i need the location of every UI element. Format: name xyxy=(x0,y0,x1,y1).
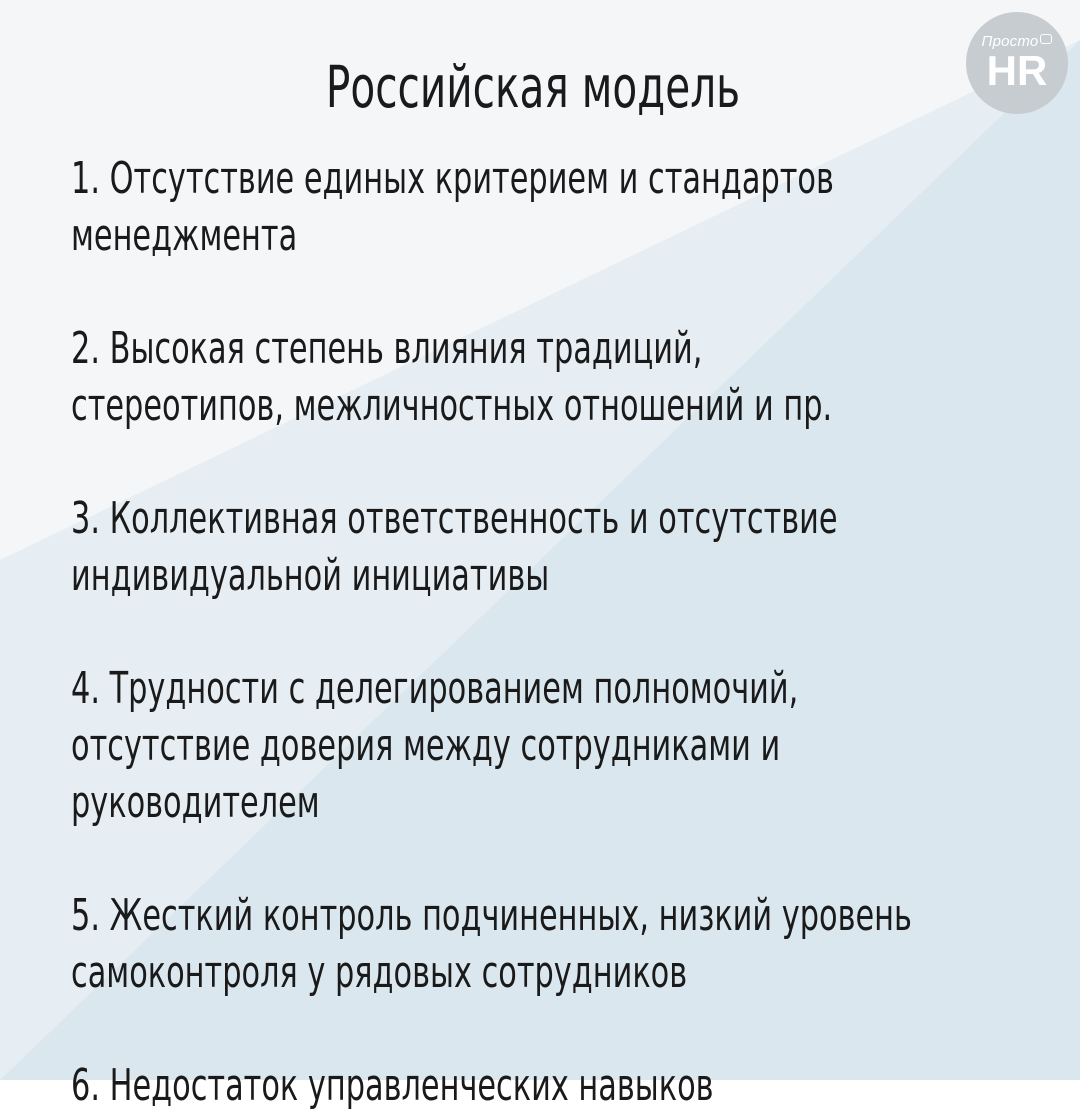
prosto-hr-logo xyxy=(966,12,1068,114)
logo-main-text: HR xyxy=(986,47,1048,94)
list-item xyxy=(71,887,996,1001)
list-item-text-line: 1. Отсутствие единых критерием и стандартов xyxy=(71,153,834,204)
list-item-text-line: индивидуальной инициативы xyxy=(71,550,550,601)
list-item-text-line: 2. Высокая степень влияния традиций, xyxy=(71,323,703,374)
list-item-text-line: 3. Коллективная ответственность и отсутствие xyxy=(71,493,838,544)
logo-top-text: Просто xyxy=(981,33,1039,50)
list-item-text-line: стереотипов, межличностных отношений и пр. xyxy=(71,380,833,431)
speech-bubble-icon xyxy=(1040,34,1052,44)
list-item-text-line: 4. Трудности с делегированием полномочий, xyxy=(71,663,799,714)
list-item-text-line: отсутствие доверия между сотрудниками и xyxy=(71,720,781,771)
list-item-text-line: 5. Жесткий контроль подчиненных, низкий уровень xyxy=(71,890,912,941)
list-item xyxy=(71,1057,996,1114)
model-features-list xyxy=(71,150,996,1114)
list-item xyxy=(71,660,996,831)
list-item-text-line: руководителем xyxy=(71,777,320,828)
list-item xyxy=(71,320,996,434)
list-item xyxy=(71,150,996,264)
list-item-text-line: менеджмента xyxy=(71,210,298,261)
list-item-text-line: 6. Недостаток управленческих навыков xyxy=(71,1060,714,1111)
list-item-text-line: самоконтроля у рядовых сотрудников xyxy=(71,947,688,998)
list-item xyxy=(71,490,996,604)
page-title: Российская модель xyxy=(325,53,741,121)
